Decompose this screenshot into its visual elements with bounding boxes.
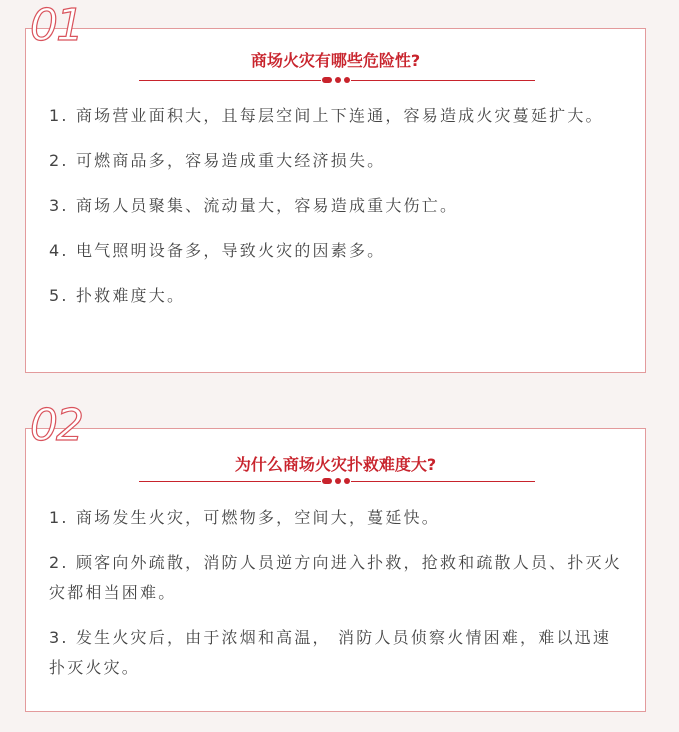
section-title: 为什么商场火灾扑救难度大? [234, 455, 437, 474]
dot [335, 77, 341, 83]
dot [322, 77, 332, 83]
list-item: 2. 顾客向外疏散，消防人员逆方向进入扑救，抢救和疏散人员、扑灭火灾都相当困难。 [49, 553, 622, 602]
list-item: 1. 商场发生火灾，可燃物多，空间大，蔓延快。 [49, 508, 440, 527]
item-list [49, 101, 625, 326]
section-card [25, 428, 646, 712]
list-item: 1. 商场营业面积大，且每层空间上下连通，容易造成火灾蔓延扩大。 [49, 106, 604, 125]
list-item: 3. 商场人员聚集、流动量大，容易造成重大伤亡。 [49, 196, 459, 215]
list-item: 2. 可燃商品多，容易造成重大经济损失。 [49, 151, 386, 170]
section-card [25, 28, 646, 373]
dot [335, 478, 341, 484]
section-title: 商场火灾有哪些危险性? [250, 51, 421, 70]
section-number: 01 [30, 0, 82, 51]
dot [322, 478, 332, 484]
dot [344, 478, 350, 484]
item-list [49, 503, 625, 698]
divider-dots [321, 477, 351, 485]
list-item: 5. 扑救难度大。 [49, 286, 186, 305]
list-item: 4. 电气照明设备多，导致火灾的因素多。 [49, 241, 386, 260]
divider-dots [321, 76, 351, 84]
dot [344, 77, 350, 83]
list-item: 3. 发生火灾后，由于浓烟和高温， 消防人员侦察火情困难，难以迅速扑灭火灾。 [49, 628, 612, 677]
section-number: 02 [30, 400, 82, 451]
